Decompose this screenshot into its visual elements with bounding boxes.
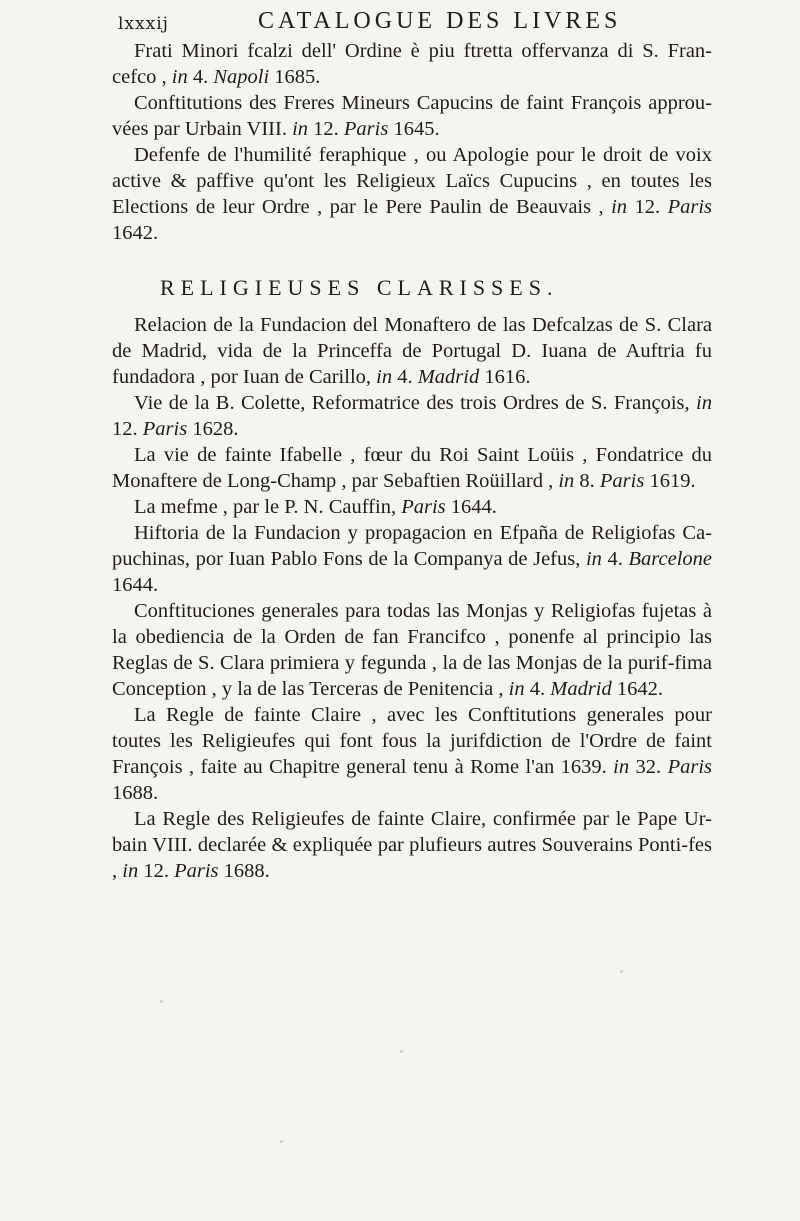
entry-italic-text: in (585, 548, 602, 570)
entry-italic-text: Madrid (550, 678, 612, 700)
entry-text: Relacion de la Fundacion del Monaftero de las Defcalzas de S. Clara de Madrid, vida de la Princeffa de Portugal D. Iuana de Auftria fu fundadora , por Iuan de Carillo, (112, 314, 712, 388)
entry-text: 1645. (388, 118, 440, 140)
entry-text: 12. (112, 418, 143, 440)
catalogue-entry (112, 520, 712, 598)
entry-text: 4. (392, 366, 418, 388)
entry-italic-text: in (292, 118, 309, 140)
entry-text: 12. (627, 196, 668, 218)
entry-text: La Regle de fainte Claire , avec les Conftitutions generales pour toutes les Religieufes qui font fous la jurifdiction de l'Ordre de faint François , faite au Chapitre general tenu à Rome l'an 1639. (112, 704, 712, 778)
entry-italic-text: Paris (174, 860, 219, 882)
entry-text: La mefme , par le P. N. Cauffin, (134, 496, 402, 518)
catalogue-entry (112, 806, 712, 884)
entry-text: 1644. (445, 496, 497, 518)
entry-text: 4. (524, 678, 551, 700)
entry-italic-text: Paris (343, 118, 389, 140)
page-number: lxxxij (118, 14, 169, 34)
catalogue-entry (112, 494, 712, 520)
entry-text: 1616. (479, 366, 531, 388)
paper-stain (400, 1050, 403, 1053)
entry-italic-text: in (696, 392, 712, 414)
entry-text: 12. (138, 860, 175, 882)
catalogue-entry (112, 312, 712, 390)
entry-text: 1628. (187, 418, 239, 440)
entry-italic-text: in (376, 366, 393, 388)
entry-italic-text: Paris (667, 756, 712, 778)
entry-italic-text: in (611, 196, 628, 218)
entry-text: La Regle des Religieufes de fainte Claire, confirmée par le Pape Ur-bain VIII. declarée & expliquée par plufieurs autres Souverains Ponti-fes , (112, 808, 712, 882)
paper-stain (620, 970, 623, 973)
entry-text: Defenfe de l'humilité feraphique , ou Apologie pour le droit de voix active & paffive qu'ont les Religieux Laïcs Cupucins , en toutes les Elections de leur Ordre , par le Pere Paulin de Beauvais , (112, 144, 712, 218)
paper-stain (160, 1000, 163, 1003)
catalogue-entries-capucins (112, 38, 712, 246)
entry-italic-text: in (508, 678, 525, 700)
entry-text: Conftitutions des Freres Mineurs Capucins de faint François approu-vées par Urbain VIII. (112, 92, 712, 140)
entry-text: Vie de la B. Colette, Reformatrice des trois Ordres de S. François, (134, 392, 697, 414)
entry-text: Frati Minori fcalzi dell' Ordine è piu ftretta offervanza di S. Fran-cefco , (112, 40, 712, 88)
entry-italic-text: Napoli (213, 66, 270, 88)
entry-text: 1688. (112, 782, 159, 804)
catalogue-entry (112, 598, 712, 702)
entry-text: 1642. (112, 222, 159, 244)
section-heading: RELIGIEUSES CLARISSES. (160, 275, 559, 300)
entry-text: 32. (629, 756, 668, 778)
entry-italic-text: Paris (142, 418, 188, 440)
catalogue-entries-clarisses (112, 312, 712, 884)
paper-stain (280, 1140, 283, 1143)
entry-text: 1642. (611, 678, 663, 700)
page-header (118, 8, 718, 36)
entry-italic-text: Paris (401, 496, 446, 518)
catalogue-entry (112, 38, 712, 90)
entry-text: 1688. (218, 860, 270, 882)
entry-italic-text: in (122, 860, 139, 882)
catalogue-entry (112, 390, 712, 442)
entry-text: 1619. (644, 470, 696, 492)
catalogue-entry (112, 90, 712, 142)
entry-text: Hiftoria de la Fundacion y propagacion en Efpaña de Religiofas Ca-puchinas, por Iuan Pablo Fons de la Companya de Jefus, (112, 522, 712, 570)
entry-text: 8. (574, 470, 600, 492)
entry-text: La vie de fainte Ifabelle , fœur du Roi Saint Loüis , Fondatrice du Monaftere de Long-Champ , par Sebaftien Roüillard , (112, 444, 712, 492)
entry-italic-text: in (558, 470, 575, 492)
entry-text: Conftituciones generales para todas las Monjas y Religiofas fujetas à la obediencia de la Orden de fan Francifco , ponenfe al principio las Reglas de S. Clara primiera y fegunda , la de las Monjas de la purif-fima Conception , y la de las Terceras de Penitencia , (112, 600, 712, 700)
running-title: CATALOGUE DES LIVRES (258, 8, 622, 34)
catalogue-entry (112, 142, 712, 246)
catalogue-entry (112, 702, 712, 806)
entry-italic-text: Paris (667, 196, 713, 218)
entry-text: 4. (187, 66, 214, 88)
entry-text: 1644. (112, 574, 159, 596)
entry-italic-text: in (171, 66, 188, 88)
catalogue-entry (112, 442, 712, 494)
entry-italic-text: Madrid (417, 366, 480, 388)
entry-text: 12. (308, 118, 344, 140)
entry-italic-text: Barcelone (628, 548, 712, 570)
entry-italic-text: Paris (599, 470, 645, 492)
entry-italic-text: in (613, 756, 630, 778)
entry-text: 4. (601, 548, 629, 570)
entry-text: 1685. (269, 66, 321, 88)
blank-page-area (100, 910, 740, 1210)
